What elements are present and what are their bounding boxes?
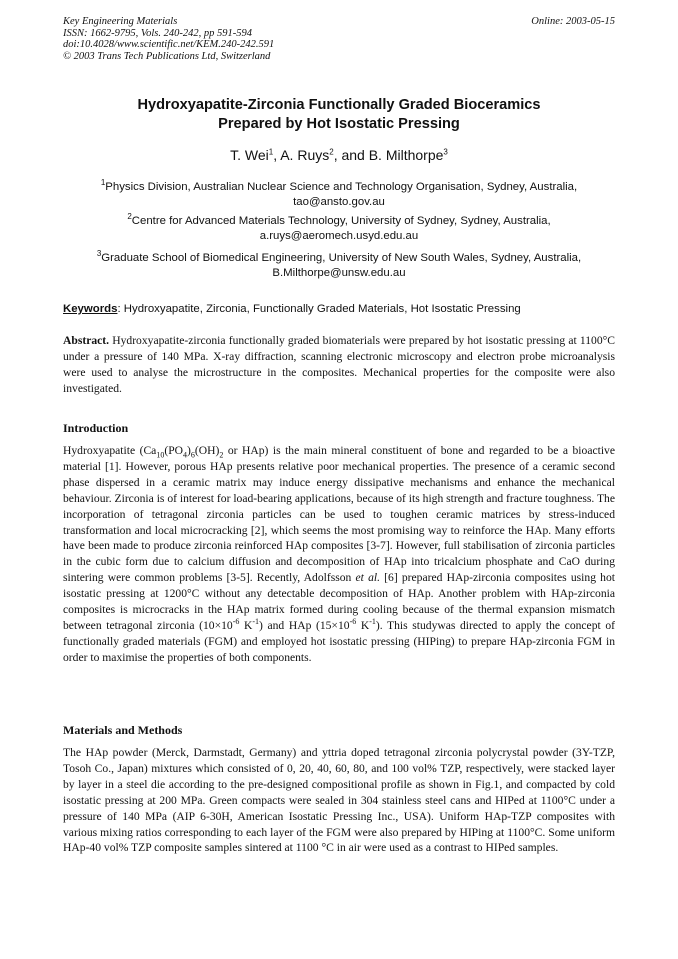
methods-paragraph: The HAp powder (Merck, Darmstadt, Germany) and yttria doped tetragonal zirconia polycrystal powder (3Y-TZP, Tosoh Co., Japan) mixtures which consisted of 0, 20, 40, 60, 80, and 100 vol% TZP, respectively, were stacked layer by layer in a steel die according to the pre-designed compositional profile as shown in Fig.1, and compacted by cold isostatic pressing at 200 MPa. Green compacts were sealed in 304 stainless steel cans and HIPed at 1100°C under a pressure of 140 MPa (AIP 6-30H, American Isostatic Pressing Inc., USA). Uniform HAp-TZP composites with various mixing ratios corresponding to each layer of the FGM were also prepared by HIPing at 1100°C. Some uniform HAp-40 vol% TZP composite samples sintered at 1100 °C in air were used as a contrast to HIPed samples. bbox=[63, 746, 615, 855]
intro-sup: -1 bbox=[252, 617, 260, 627]
cut-off-line bbox=[63, 62, 393, 69]
affiliation-sup: 2 bbox=[127, 212, 132, 222]
citation-block bbox=[63, 16, 393, 69]
issn-line: ISSN: 1662-9795, Vols. 240-242, pp 591-594 bbox=[63, 27, 252, 39]
online-date: Online: 2003-05-15 bbox=[531, 16, 615, 27]
affiliation-org: Centre for Advanced Materials Technology, University of Sydney, Sydney, Australia, bbox=[131, 215, 551, 227]
intro-text: ) and HAp (15×10 bbox=[259, 618, 350, 632]
abstract-paragraph bbox=[63, 333, 615, 397]
intro-sub: 2 bbox=[219, 450, 224, 460]
affiliation-sup: 1 bbox=[100, 178, 106, 188]
author-sup: 3 bbox=[443, 147, 448, 157]
author-name: B. Milthorpe bbox=[368, 147, 444, 163]
journal-name: Key Engineering Materials bbox=[63, 16, 178, 27]
paper-title bbox=[63, 96, 615, 134]
affiliation bbox=[63, 251, 615, 281]
affiliation-sup: 3 bbox=[96, 249, 102, 259]
author-sep: , and bbox=[333, 147, 369, 163]
intro-text: ). This studywas directed to apply the concept of functionally graded materials (FGM) and employed hot isostatic pressing (HIPing) to prepare HAp-zirconia FGM in order to maximise the properties of both components. bbox=[63, 618, 615, 664]
affiliation-email: B.Milthorpe@unsw.edu.au bbox=[272, 267, 406, 279]
author-name: A. Ruys bbox=[280, 147, 330, 163]
affiliation-org: Physics Division, Australian Nuclear Science and Technology Organisation, Sydney, Australia, bbox=[105, 181, 578, 193]
keywords-label: Keywords bbox=[63, 303, 118, 315]
intro-text: [6] prepared HAp-zirconia composites using hot isostatic pressing at 1200°C without any detectable decomposition of HAp. Another problem with HAp-zirconia composites is microcracks in the HAp matrix formed during cooling because of the thermal expansion mismatch between tetragonal zirconia (10×10 bbox=[63, 571, 615, 632]
affiliation bbox=[63, 214, 615, 244]
title-line-1: Hydroxyapatite-Zirconia Functionally Graded Bioceramics bbox=[137, 97, 541, 113]
keywords-text: Hydroxyapatite, Zirconia, Functionally Graded Materials, Hot Isostatic Pressing bbox=[123, 303, 521, 315]
section-heading-introduction: Introduction bbox=[63, 421, 129, 435]
affiliation-email: tao@ansto.gov.au bbox=[293, 196, 385, 208]
abstract-text: Hydroxyapatite-zirconia functionally graded biomaterials were prepared by hot isostatic pressing at 1100°C under a pressure of 140 MPa. X-ray diffraction, scanning electronic microscopy and electron probe microanalysis were used to analyse the microstructure in the composites. Mechanical properties for the composite were also investigated. bbox=[63, 334, 615, 395]
author-sup: 2 bbox=[329, 147, 334, 157]
author-sep: , bbox=[273, 147, 281, 163]
intro-sup: -6 bbox=[232, 617, 240, 627]
section-heading-methods: Materials and Methods bbox=[63, 723, 183, 737]
intro-sub: 10 bbox=[156, 450, 165, 460]
intro-sup: -1 bbox=[369, 617, 376, 627]
intro-sub: 4 bbox=[183, 450, 188, 460]
keywords-line: Keywords: Hydroxyapatite, Zirconia, Functionally Graded Materials, Hot Isostatic Pressing bbox=[63, 303, 521, 315]
intro-text: or HAp) is the main mineral constituent of bone and regarded to be a bioactive material [1]. However, porous HAp presents relative poor mechanical properties. The presence of a ceramic second phase dispersed in a ceramic matrix may induce energy dissipative mechanisms and enhance the mechanical behaviour. Zirconia is of interest for load-bearing applications, because of its high strength and fracture toughness. The incorporation of tetragonal zirconia particles can be used to toughen ceramic matrices by stress-induced transformation and local microcracking [2], which seems the most promising way to reinforce the HAp. Many efforts have been made to produce zirconia reinforced HAp composites [3-7]. However, full stabilisation of zirconia particles in the cubic form due to calcium diffusion and decomposition of HAp into tricalcium phosphate and CaO during sintering were common problems [3-5]. Recently, Adolfsson bbox=[63, 444, 616, 585]
intro-text: ) bbox=[187, 444, 191, 457]
author-list bbox=[63, 146, 615, 164]
intro-sup: -6 bbox=[349, 617, 357, 627]
introduction-paragraph bbox=[63, 443, 615, 666]
affiliation bbox=[63, 180, 615, 210]
intro-text: (PO bbox=[164, 444, 184, 457]
intro-etal: et al. bbox=[355, 571, 380, 585]
intro-sub: 6 bbox=[190, 450, 195, 460]
intro-text: Hydroxyapatite (Ca bbox=[63, 444, 157, 457]
intro-text: K bbox=[239, 618, 253, 632]
title-line-2: Prepared by Hot Isostatic Pressing bbox=[218, 116, 460, 132]
intro-text: (OH) bbox=[194, 444, 220, 457]
intro-text: K bbox=[356, 618, 370, 632]
abstract-label: Abstract. bbox=[63, 334, 110, 347]
affiliation-org: Graduate School of Biomedical Engineering, University of New South Wales, Sydney, Australia, bbox=[101, 252, 582, 264]
copyright-line: © 2003 Trans Tech Publications Ltd, Switzerland bbox=[63, 50, 271, 62]
doi-line: doi:10.4028/www.scientific.net/KEM.240-242.591 bbox=[63, 39, 275, 50]
author-sup: 1 bbox=[268, 147, 274, 157]
affiliation-email: a.ruys@aeromech.usyd.edu.au bbox=[259, 230, 419, 242]
author-name: T. Wei bbox=[230, 147, 269, 163]
